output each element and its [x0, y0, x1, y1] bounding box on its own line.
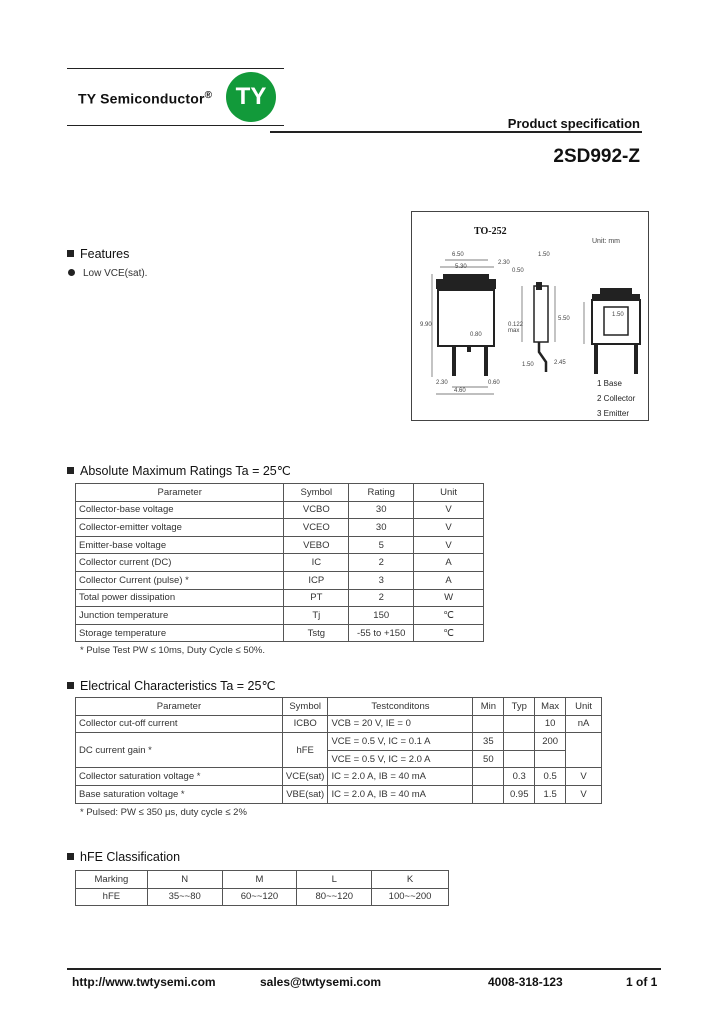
column-header: M [222, 871, 297, 889]
table-row [76, 519, 484, 537]
footer-phone: 4008-318-123 [488, 975, 563, 989]
column-header: K [372, 871, 449, 889]
table-cell: V [566, 785, 602, 803]
table-row [76, 554, 484, 572]
column-header: Min [473, 698, 504, 716]
elec-title: Electrical Characteristics Ta = 25℃ [80, 679, 276, 693]
column-header: Rating [349, 484, 414, 502]
table-row [76, 536, 484, 554]
table-cell: 200 [535, 733, 566, 751]
table-cell: 80~~120 [297, 888, 372, 906]
table-cell: 2 [349, 589, 414, 607]
table-cell: V [414, 519, 484, 537]
table-cell [504, 733, 535, 751]
table-row [76, 733, 602, 751]
table-row [76, 589, 484, 607]
pin-label: 1 Base [597, 379, 622, 388]
dim-label: 5.50 [558, 316, 570, 322]
dim-label: 6.50 [452, 252, 464, 258]
part-number: 2SD992-Z [553, 146, 640, 167]
dim-label: 0.50 [512, 268, 524, 274]
table-cell [535, 750, 566, 768]
header-top-rule [67, 68, 284, 69]
table-row [76, 715, 602, 733]
dim-label: 2.45 [554, 360, 566, 366]
table-cell: 60~~120 [222, 888, 297, 906]
doc-type: Product specification [507, 116, 640, 131]
column-header: Max [535, 698, 566, 716]
features-item [68, 268, 147, 279]
column-header: Parameter [76, 698, 283, 716]
table-cell: A [414, 554, 484, 572]
table-cell: Storage temperature [76, 624, 284, 642]
table-header-row [76, 484, 484, 502]
section-marker [67, 467, 74, 474]
header-bottom-rule [67, 125, 284, 126]
column-header: Marking [76, 871, 148, 889]
company-logo: TY [226, 72, 276, 122]
table-cell: ICBO [282, 715, 328, 733]
footer-url-link[interactable]: http://www.twtysemi.com [72, 975, 216, 989]
table-row [76, 571, 484, 589]
registered-mark: ® [204, 90, 213, 101]
pin-label: 3 Emitter [597, 409, 630, 418]
column-header: Unit [414, 484, 484, 502]
table-cell: Collector-emitter voltage [76, 519, 284, 537]
abs-max-title: Absolute Maximum Ratings Ta = 25℃ [80, 464, 291, 478]
abs-max-table [75, 483, 484, 642]
table-cell: IC [284, 554, 349, 572]
hfe-title: hFE Classification [80, 850, 181, 864]
table-cell: 10 [535, 715, 566, 733]
pin-list [597, 376, 635, 421]
column-header: Typ [504, 698, 535, 716]
table-cell: PT [284, 589, 349, 607]
section-marker [67, 682, 74, 689]
dim-label: 0.80 [470, 332, 482, 338]
company-name [78, 90, 212, 107]
table-header-row [76, 871, 449, 889]
features-title: Features [80, 247, 130, 261]
table-cell: 0.5 [535, 768, 566, 786]
table-cell: VEBO [284, 536, 349, 554]
table-row [76, 607, 484, 625]
table-cell: Collector saturation voltage * [76, 768, 283, 786]
table-cell: 0.95 [504, 785, 535, 803]
table-cell: V [414, 536, 484, 554]
table-cell: 35 [473, 733, 504, 751]
table-cell: 100~~200 [372, 888, 449, 906]
dim-label: 4.60 [454, 388, 466, 394]
dim-label: 1.50 [612, 312, 624, 318]
hfe-heading [67, 850, 180, 864]
table-row [76, 785, 602, 803]
table-cell: Emitter-base voltage [76, 536, 284, 554]
dim-label: 1.50 [522, 362, 534, 368]
table-cell: Junction temperature [76, 607, 284, 625]
dim-label: 0.122 max [508, 322, 524, 334]
table-cell: Total power dissipation [76, 589, 284, 607]
table-cell: hFE [282, 733, 328, 768]
table-cell: nA [566, 715, 602, 733]
table-cell: Tstg [284, 624, 349, 642]
table-cell: IC = 2.0 A, IB = 40 mA [328, 768, 473, 786]
dim-label: 2.30 [436, 380, 448, 386]
table-cell: 50 [473, 750, 504, 768]
table-cell: ℃ [414, 624, 484, 642]
column-header: Unit [566, 698, 602, 716]
table-cell: 35~~80 [147, 888, 222, 906]
table-cell: V [414, 501, 484, 519]
table-cell: W [414, 589, 484, 607]
elec-note: * Pulsed: PW ≤ 350 μs, duty cycle ≤ 2% [80, 807, 247, 818]
table-cell: Tj [284, 607, 349, 625]
table-cell: 3 [349, 571, 414, 589]
table-cell: ICP [284, 571, 349, 589]
table-cell: 0.3 [504, 768, 535, 786]
table-cell: Collector current (DC) [76, 554, 284, 572]
package-diagram [411, 211, 649, 421]
elec-heading [67, 678, 275, 693]
column-header: Testconditons [328, 698, 473, 716]
table-cell [566, 733, 602, 768]
table-row [76, 501, 484, 519]
bullet-icon [68, 269, 75, 276]
table-cell: 5 [349, 536, 414, 554]
table-cell: VCE = 0.5 V, IC = 2.0 A [328, 750, 473, 768]
hfe-table [75, 870, 449, 906]
dim-label: 2.30 [498, 260, 510, 266]
abs-max-heading [67, 463, 291, 478]
company-text: TY Semiconductor [78, 90, 205, 107]
table-cell: Collector-base voltage [76, 501, 284, 519]
column-header: Parameter [76, 484, 284, 502]
table-cell: A [414, 571, 484, 589]
table-cell: 2 [349, 554, 414, 572]
dim-label: 5.30 [455, 264, 467, 270]
dim-label: 0.60 [488, 380, 500, 386]
features-heading [67, 247, 129, 261]
table-cell: VCE = 0.5 V, IC = 0.1 A [328, 733, 473, 751]
column-header: N [147, 871, 222, 889]
table-cell: 30 [349, 501, 414, 519]
table-cell: VCE(sat) [282, 768, 328, 786]
table-row [76, 888, 449, 906]
package-name: TO-252 [474, 226, 507, 237]
pin-label: 2 Collector [597, 394, 636, 403]
table-cell: hFE [76, 888, 148, 906]
table-cell: Collector cut-off current [76, 715, 283, 733]
table-cell: 1.5 [535, 785, 566, 803]
column-header: Symbol [284, 484, 349, 502]
section-marker [67, 250, 74, 257]
abs-max-note: * Pulse Test PW ≤ 10ms, Duty Cycle ≤ 50%. [80, 645, 266, 656]
elec-table [75, 697, 602, 804]
table-cell: VCB = 20 V, IE = 0 [328, 715, 473, 733]
table-row [76, 624, 484, 642]
feature-text: Low VCE(sat). [83, 268, 148, 279]
column-header: Symbol [282, 698, 328, 716]
table-cell: Collector Current (pulse) * [76, 571, 284, 589]
footer-email-link[interactable]: sales@twtysemi.com [260, 975, 382, 989]
table-cell: DC current gain * [76, 733, 283, 768]
table-cell: V [566, 768, 602, 786]
table-header-row [76, 698, 602, 716]
table-cell: VCEO [284, 519, 349, 537]
table-cell: ℃ [414, 607, 484, 625]
table-cell: 150 [349, 607, 414, 625]
table-cell: VBE(sat) [282, 785, 328, 803]
table-cell: IC = 2.0 A, IB = 40 mA [328, 785, 473, 803]
column-header: L [297, 871, 372, 889]
table-cell: VCBO [284, 501, 349, 519]
table-cell [473, 715, 504, 733]
table-cell [473, 768, 504, 786]
package-unit: Unit: mm [592, 238, 620, 245]
table-cell [504, 750, 535, 768]
table-cell [473, 785, 504, 803]
table-cell: -55 to +150 [349, 624, 414, 642]
table-cell: Base saturation voltage * [76, 785, 283, 803]
header-main-rule [270, 131, 642, 133]
dim-label: 9.90 [420, 322, 432, 328]
table-row [76, 768, 602, 786]
dim-label: 1.50 [538, 252, 550, 258]
section-marker [67, 853, 74, 860]
table-cell: 30 [349, 519, 414, 537]
footer-rule [67, 968, 661, 970]
page-indicator: 1 of 1 [626, 975, 658, 989]
table-cell [504, 715, 535, 733]
